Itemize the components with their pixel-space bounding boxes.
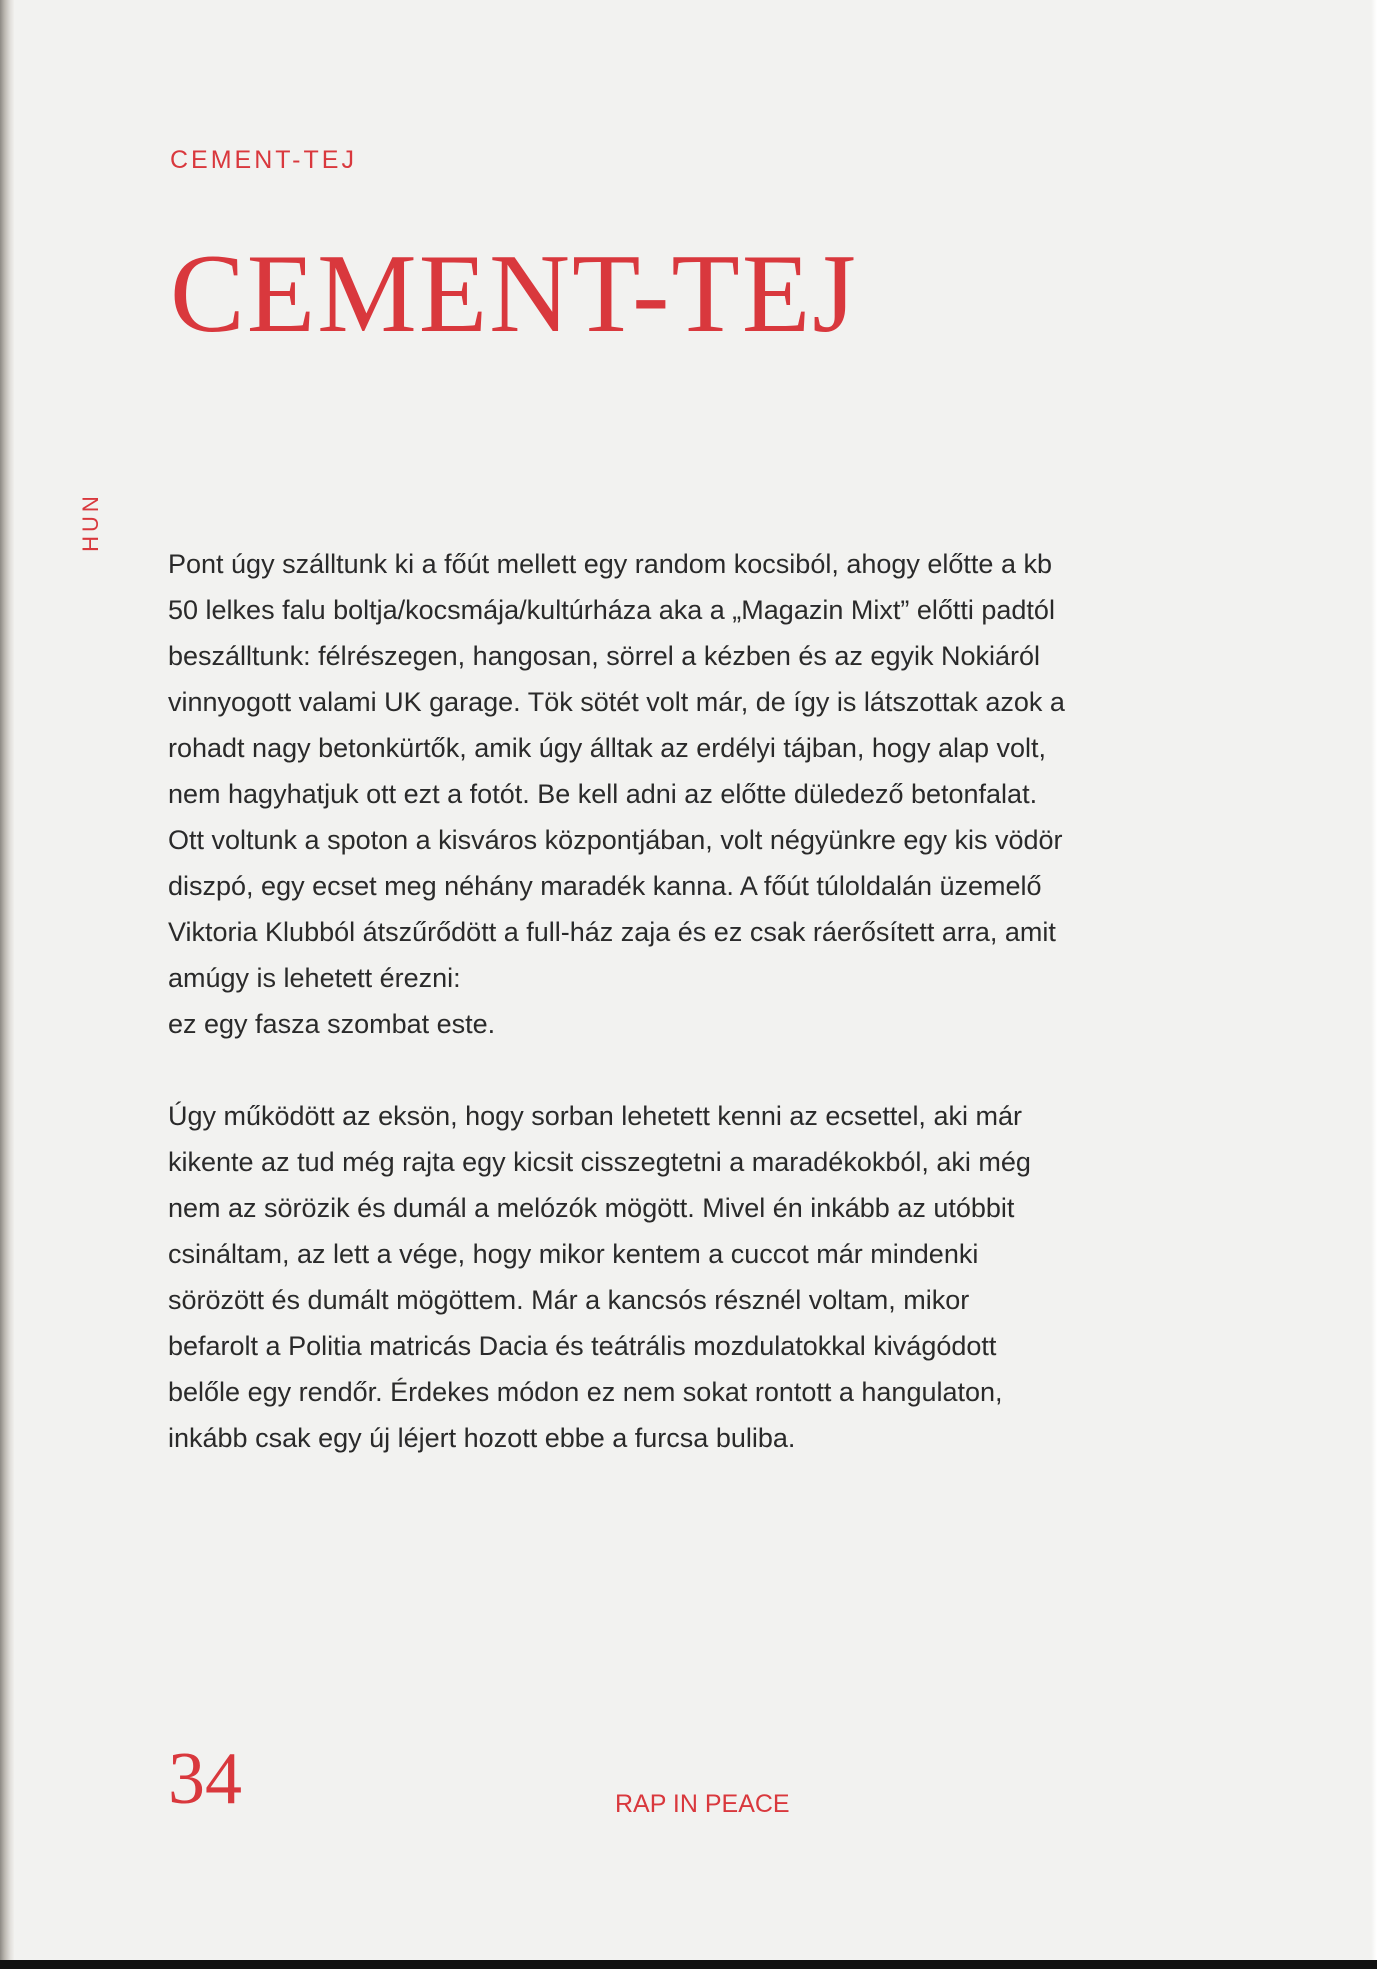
book-spine-shadow: [0, 0, 14, 1969]
page-number: 34: [168, 1738, 242, 1820]
page-right-edge: [1371, 0, 1377, 1969]
paragraph: Pont úgy szálltunk ki a főút mellett egy random kocsiból, ahogy előtte a kb 50 lelkes falu boltja/kocsmája/kultúrháza aka a „Magazin Mixt” előtti padtól beszálltunk: félrészegen, hangosan, sörrel a kézben és az egyik Nokiáról vinnyogott valami UK garage. Tök sötét volt már, de így is látszottak azok a rohadt nagy betonkürtők, amik úgy álltak az erdélyi tájban, hogy alap volt, nem hagyhatjuk ott ezt a fotót. Be kell adni az előtte düledező betonfalat. Ott voltunk a spoton a kisváros központjában, volt négyünkre egy kis vödör diszpó, egy ecset meg néhány maradék kanna. A főút túloldalán üzemelő Viktoria Klubból átszűrődött a full-ház zaja és ez csak ráerősített arra, amit amúgy is lehetett érezni: ez egy fasza szombat este.: [168, 549, 1065, 1039]
page-title: CEMENT-TEJ: [170, 232, 858, 356]
article-body: [168, 541, 1278, 1461]
paragraph: Úgy működött az eksön, hogy sorban lehetett kenni az ecsettel, aki már kikente az tud még rajta egy kicsit cisszegtetni a maradékokból, aki még nem az sörözik és dumál a melózók mögött. Mivel én inkább az utóbbit csináltam, az lett a vége, hogy mikor kentem a cuccot már mindenki sörözött és dumált mögöttem. Már a kancsós résznél voltam, mikor befarolt a Politia matricás Dacia és teátrális mozdulatokkal kivágódott belőle egy rendőr. Érdekes módon ez nem sokat rontott a hangulaton, inkább csak egy új léjert hozott ebbe a furcsa buliba.: [168, 1101, 1031, 1453]
language-tag: HUN: [78, 492, 103, 552]
scan-bottom-edge: [0, 1960, 1377, 1969]
running-head: CEMENT-TEJ: [170, 146, 357, 174]
footer-label: RAP IN PEACE: [615, 1790, 790, 1818]
